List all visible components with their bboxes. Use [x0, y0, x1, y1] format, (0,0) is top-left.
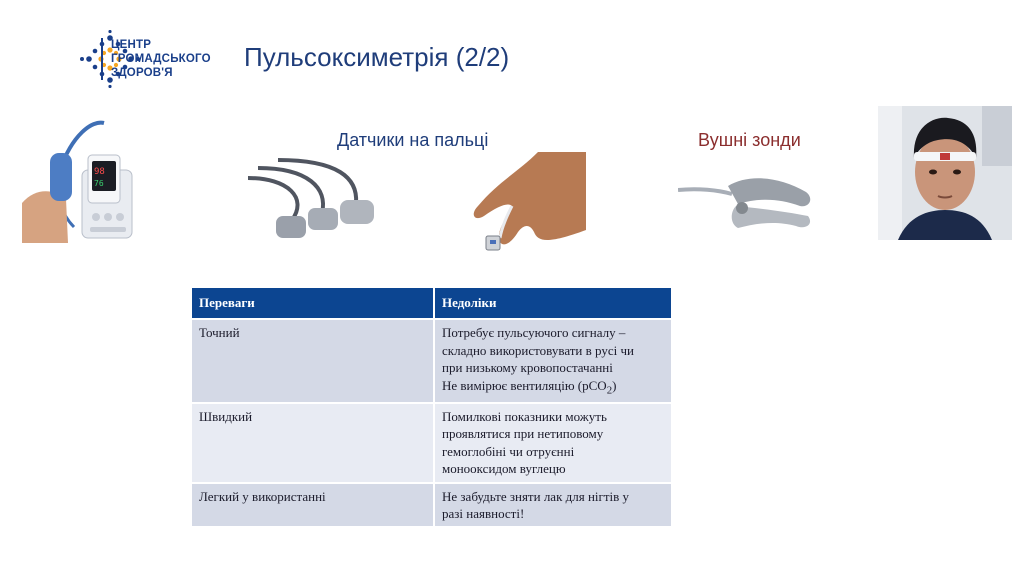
logo-divider: [101, 38, 103, 80]
pro-cell: Швидкий: [191, 403, 434, 483]
con-line: Потребує пульсуючого сигналу –: [442, 325, 626, 340]
caption-finger-sensors: Датчики на пальці: [337, 130, 489, 150]
header-pros: Переваги: [191, 287, 434, 319]
device-spo2-reading: 98: [94, 167, 105, 177]
con-line: разі наявності!: [442, 506, 525, 522]
device-pulse-reading: 76: [94, 179, 104, 188]
table-row: [191, 483, 672, 527]
table-header-row: [191, 287, 672, 319]
con-cell: [434, 319, 672, 403]
logo-line-3: ЗДОРОВ'Я: [111, 67, 173, 79]
con-line: проявлятися при нетиповому: [442, 426, 604, 442]
con-cell: [434, 403, 672, 483]
slide-title: Пульсоксиметрія (2/2): [244, 42, 510, 72]
con-line: Помилкові показники можуть: [442, 408, 607, 424]
pros-cons-table: [191, 287, 672, 527]
con-line: при низькому кровопостачанні: [442, 360, 613, 375]
hand-with-sensor-photo: [468, 152, 588, 254]
logo-line-2: ГРОМАДСЬКОГО: [111, 53, 211, 65]
finger-sensors-photo: [248, 158, 380, 254]
logo-line-1: ЦЕНТР: [111, 39, 152, 51]
con-cell: [434, 483, 672, 527]
subscript: 2: [606, 384, 613, 397]
logo-wordmark: [111, 38, 211, 80]
con-line: гемоглобіні чи отруєнні: [442, 443, 575, 459]
con-line-text: Не вимірює вентиляцію (pCO: [442, 377, 607, 393]
table-row: [191, 403, 672, 483]
con-line-suffix: ): [612, 377, 617, 393]
pulse-oximeter-device-photo: [22, 115, 134, 243]
ear-probe-photo: [678, 168, 820, 248]
pro-cell: Легкий у використанні: [191, 483, 434, 527]
con-line: Не забудьте зняти лак для нігтів у: [442, 488, 630, 504]
forehead-sensor-photo: [878, 106, 1012, 240]
header-cons: Недоліки: [434, 287, 672, 319]
con-line: складно використовувати в русі чи: [442, 342, 634, 358]
con-line: монооксидом вуглецю: [442, 461, 566, 477]
pro-cell: Точний: [191, 319, 434, 403]
table-row: [191, 319, 672, 403]
con-line: [442, 377, 664, 400]
caption-ear-probes: Вушні зонди: [698, 130, 801, 150]
